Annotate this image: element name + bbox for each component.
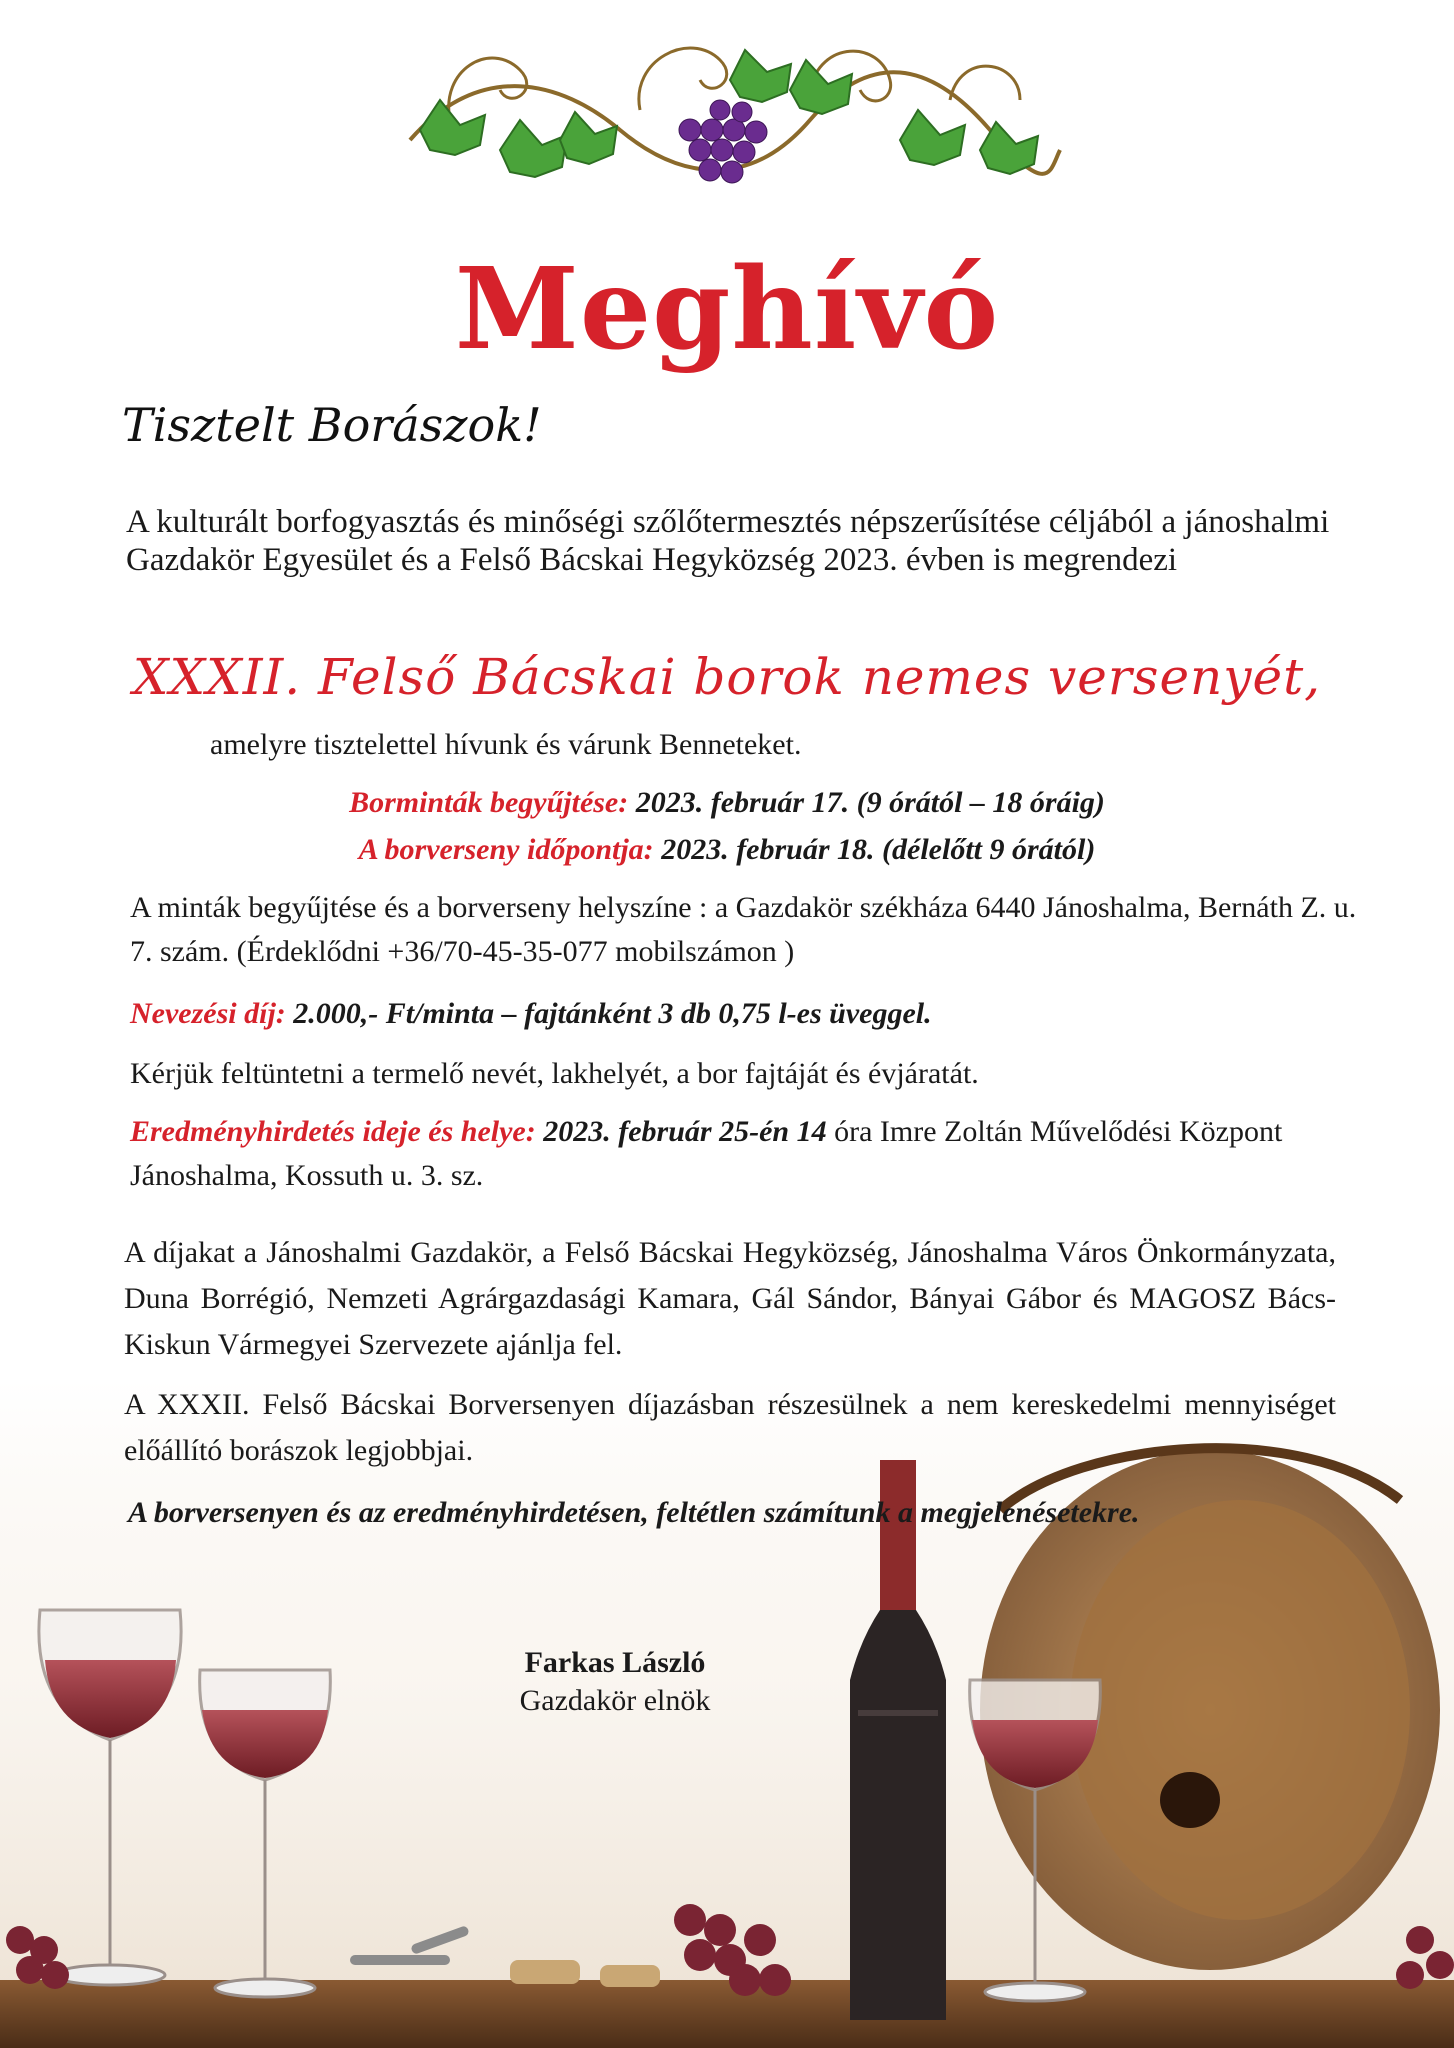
fee-value: 2.000,- Ft/minta – fajtánként 3 db 0,75 l-es üveggel. bbox=[293, 997, 932, 1030]
fee-line bbox=[130, 992, 1360, 1036]
sample-collection-label: Borminták begyűjtése: bbox=[349, 786, 629, 819]
greeting: Tisztelt Borászok! bbox=[122, 398, 542, 452]
results-label: Eredményhirdetés ideje és helye: bbox=[130, 1115, 536, 1148]
competition-date-line bbox=[0, 833, 1454, 867]
grape-vine-illustration bbox=[390, 20, 1070, 220]
prizes-paragraph: A díjakat a Jánoshalmi Gazdakör, a Felső Bácskai Hegyközség, Jánoshalma Város Önkormányzata, Duna Borrégió, Nemzeti Agrárgazdasági Kamara, Gál Sándor, Bányai Gábor és MAGOSZ Bács-Kiskun Vármegyei Szervezete ajánlja fel. bbox=[124, 1236, 1336, 1361]
fee-label: Nevezési díj: bbox=[130, 997, 286, 1030]
sample-collection-value: 2023. február 17. (9 órától – 18 óráig) bbox=[635, 786, 1105, 819]
request-line: Kérjük feltüntetni a termelő nevét, lakhelyét, a bor fajtáját és évjáratát. bbox=[130, 1057, 979, 1090]
intro-paragraph: A kulturált borfogyasztás és minőségi szőlőtermesztés népszerűsítése céljából a jánoshalmi Gazdakör Egyesület és a Felső Bácskai Hegyközség 2023. évben is megrendezi bbox=[126, 504, 1330, 578]
results-place: óra Imre Zoltán Művelődési Központ Jánoshalma, Kossuth u. 3. sz. bbox=[130, 1115, 1283, 1192]
location-paragraph: A minták begyűjtése és a borverseny helyszíne : a Gazdakör székháza 6440 Jánoshalma, Bernáth Z. u. 7. szám. (Érdeklődni +36/70-45-35-077 mobilszámon ) bbox=[130, 891, 1357, 968]
competition-date-label: A borverseny időpontja: bbox=[358, 833, 654, 866]
signature-name: Farkas László bbox=[524, 1646, 706, 1679]
invite-line: amelyre tisztelettel hívunk és várunk Benneteket. bbox=[210, 728, 802, 761]
sample-collection-line bbox=[0, 786, 1454, 820]
results-date: 2023. február 25-én 14 bbox=[543, 1115, 827, 1148]
results-paragraph bbox=[130, 1110, 1360, 1198]
page-title: Meghívó bbox=[454, 244, 1000, 375]
closing-line: A borversenyen és az eredményhirdetésen, feltétlen számítunk a megjelenésetekre. bbox=[128, 1496, 1140, 1529]
competition-date-value: 2023. február 18. (délelőtt 9 órától) bbox=[661, 833, 1096, 866]
signature-title: Gazdakör elnök bbox=[519, 1684, 711, 1717]
award-paragraph: A XXXII. Felső Bácskai Borversenyen díjazásban részesülnek a nem kereskedelmi mennyiséget előállító borászok legjobbjai. bbox=[124, 1388, 1336, 1467]
competition-name: XXXII. Felső Bácskai borok nemes versenyét, bbox=[132, 648, 1322, 706]
